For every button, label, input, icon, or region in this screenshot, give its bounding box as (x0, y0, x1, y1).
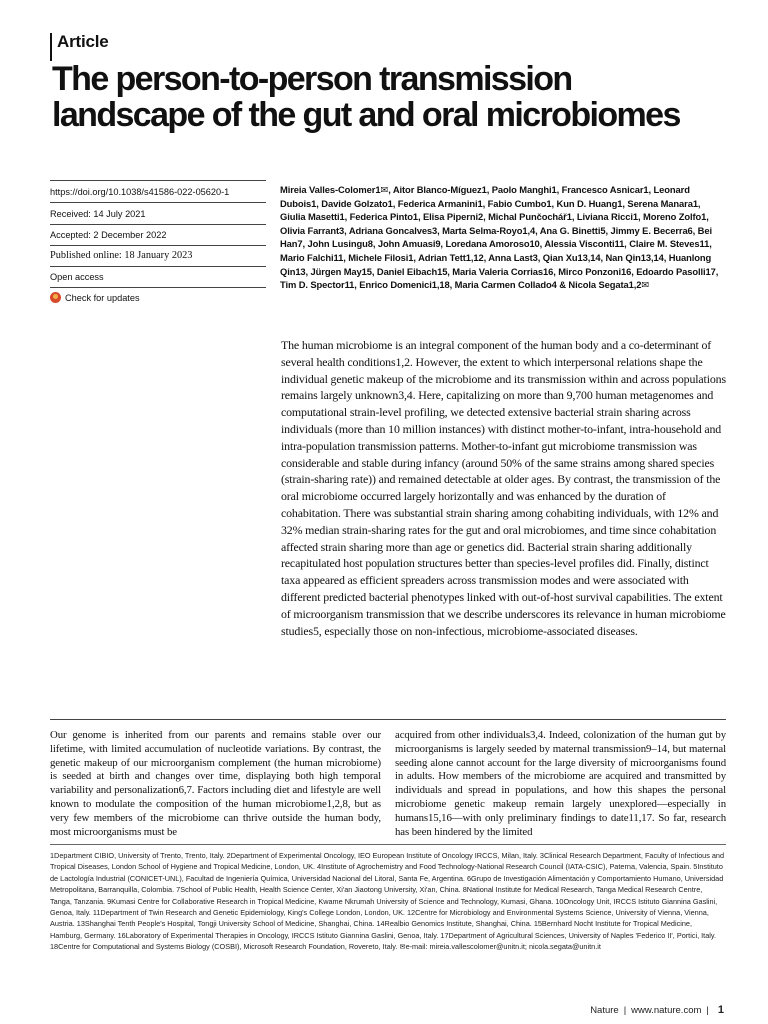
article-type-label: Article (57, 32, 109, 51)
meta-divider (50, 180, 266, 181)
published-date: Published online: 18 January 2023 (50, 250, 193, 261)
page-title-line-2: landscape of the gut and oral microbiomes (52, 96, 680, 134)
meta-divider (50, 266, 266, 267)
affiliations-footnote: 1Department CIBIO, University of Trento, Trento, Italy. 2Department of Experimental Oncology, IEO European Institute of Oncology IRCCS, Milan, Italy. 3Clinical Research Department, Faculty of Infectious and Tropical Diseases, London School of Hygiene and Tropical Medicine, London, UK. 4Institute of Agrochemistry and Food Technology-National Research Council (IATA-CSIC), Paterna, Valencia, Spain. 5Instituto de Lactología Industrial (CONICET-UNL), Facultad de Ingeniería Química, Universidad Nacional del Litoral, Santa Fe, Argentina. 6Grupo de Investigación Alimentación y Comportamiento Humano, Universidad Metropolitana, Barranquilla, Colombia. 7School of Public Health, Health Science Center, Xi'an Jiaotong University, Xi'an, China. 8National Institute for Medical Research, Tanga Medical Research Centre, Tanga, Tanzania. 9Kumasi Centre for Collaborative Research in Tropical Medicine, Kwame Nkrumah University of Science and Technology, Kumasi, Ghana. 10Oncology Unit, IRCCS Istituto Giannina Gaslini, Genoa, Italy. 11Department of Twin Research and Genetic Epidemiology, King's College London, London, UK. 12Centre for Microbiology and Environmental Systems Science, University of Vienna, Vienna, Austria. 13Shanghai Tenth People's Hospital, Tongji University School of Medicine, Shanghai, China. 14Realbio Genomics Institute, Shanghai, China. 15Bernhard Nocht Institute for Tropical Medicine, Hamburg, Germany. 16Laboratory of Experimental Therapies in Oncology, IRCCS Istituto Giannina Gaslini, Genoa, Italy. 17Department of Agricultural Sciences, University of Naples 'Federico II', Portici, Italy. 18Centre for Computational and Systems Biology (COSBI), Microsoft Research Foundation, Rovereto, Italy. ✉e-mail: mireia.vallescolomer@unitn.it; nicola.segata@unitn.it (50, 851, 725, 952)
check-for-updates-link[interactable] (50, 292, 266, 305)
meta-divider (50, 202, 266, 203)
doi-link[interactable]: https://doi.org/10.1038/s41586-022-05620-1 (50, 187, 230, 197)
crossmark-icon (50, 292, 61, 303)
meta-divider (50, 287, 266, 288)
meta-divider (50, 224, 266, 225)
open-access-label: Open access (50, 272, 104, 282)
check-for-updates-label: Check for updates (65, 293, 140, 303)
accepted-date: Accepted: 2 December 2022 (50, 230, 167, 240)
journal-name: Nature (590, 1005, 619, 1016)
page-title-line-1: The person-to-person transmission (52, 60, 572, 98)
received-date: Received: 14 July 2021 (50, 209, 146, 219)
footnote-divider (50, 844, 726, 845)
body-column-right: acquired from other individuals3,4. Indeed, colonization of the human gut by microorganisms is largely seeded by maternal transmission9–14, but maternal seeding alone cannot account for the large diversity of microorganisms found in adults. How members of the microbiome are acquired and transmitted by individuals and spread in populations, and how this shapes the personal microbiome genetic makeup remain largely unexplored—especially in humans15,16—with only preliminary findings to date11,17. So far, research has been hindered by the limited (395, 729, 726, 838)
page-footer: Nature | www.nature.com | 1 (590, 1004, 724, 1016)
header-rule (50, 33, 52, 61)
body-column-left: Our genome is inherited from our parents and remains stable over our lifetime, with limited accumulation of nucleotide variations. By contrast, the genetic makeup of our microorganism complement (the human microbiome) is seeded at birth and changes over time, displaying both high temporal variability and personalization6,7. Factors including diet and lifestyle are well known to modulate the composition of the human microbiome1,2,8, but as very few members of the microbiome can thrive outside the human body, most microorganisms must be (50, 729, 381, 838)
journal-url[interactable]: www.nature.com (631, 1005, 702, 1016)
abstract: The human microbiome is an integral component of the human body and a co-determinant of several health conditions1,2. However, the extent to which interpersonal relations shape the individual genetic makeup of the microbiome and its transmission within and across populations remains largely unknown3,4. Here, capitalizing on more than 9,700 human metagenomes and computational strain-level profiling, we detected extensive bacterial strain sharing across individuals (more than 10 million instances) with distinct mother-to-infant, intra-household and intra-population transmission patterns. Mother-to-infant gut microbiome transmission was considerable and stable during infancy (around 50% of the same strains among shared species (strain-sharing rate)) and remained detectable at older ages. By contrast, the transmission of the oral microbiome occurred largely horizontally and was enhanced by the duration of cohabitation. There was substantial strain sharing among cohabiting individuals, with 12% and 32% median strain-sharing rates for the gut and oral microbiomes, and time since cohabitation affected strain sharing more than age or genetics did. Bacterial strain sharing additionally recapitulated host population structures better than species-level profiles did. Finally, distinct taxa appeared as efficient spreaders across transmission modes and were associated with different predicted bacterial phenotypes linked with out-of-host survival capabilities. The extent of microorganism transmission that we describe underscores its relevance in human microbiome studies5, especially those on non-infectious, microbiome-associated diseases. (281, 338, 726, 638)
section-divider (50, 719, 726, 720)
author-list: Mireia Valles-Colomer1✉, Aitor Blanco-Míguez1, Paolo Manghi1, Francesco Asnicar1, Leonard Dubois1, Davide Golzato1, Federica Armanini1, Fabio Cumbo1, Kun D. Huang1, Serena Manara1, Giulia Masetti1, Federica Pinto1, Elisa Piperni2, Michal Punčochář1, Liviana Ricci1, Moreno Zolfo1, Olivia Farrant3, Adriana Goncalves3, Marta Selma-Royo1,4, Ana G. Binetti5, Jimmy E. Becerra6, Bei Han7, John Lusingu8, John Amuasi9, Loredana Amoroso10, Alessia Visconti11, Claire M. Steves11, Mario Falchi11, Michele Filosi1, Adrian Tett1,12, Anna Last3, Qian Xu13,14, Nan Qin13,14, Huanlong Qin13, Jürgen May15, Daniel Eibach15, Maria Valeria Corrias16, Mirco Ponzoni16, Edoardo Pasolli17, Tim D. Spector11, Enrico Domenici1,18, Maria Carmen Collado4 & Nicola Segata1,2✉ (280, 184, 719, 291)
page-number: 1 (717, 1004, 724, 1016)
meta-divider (50, 245, 266, 246)
